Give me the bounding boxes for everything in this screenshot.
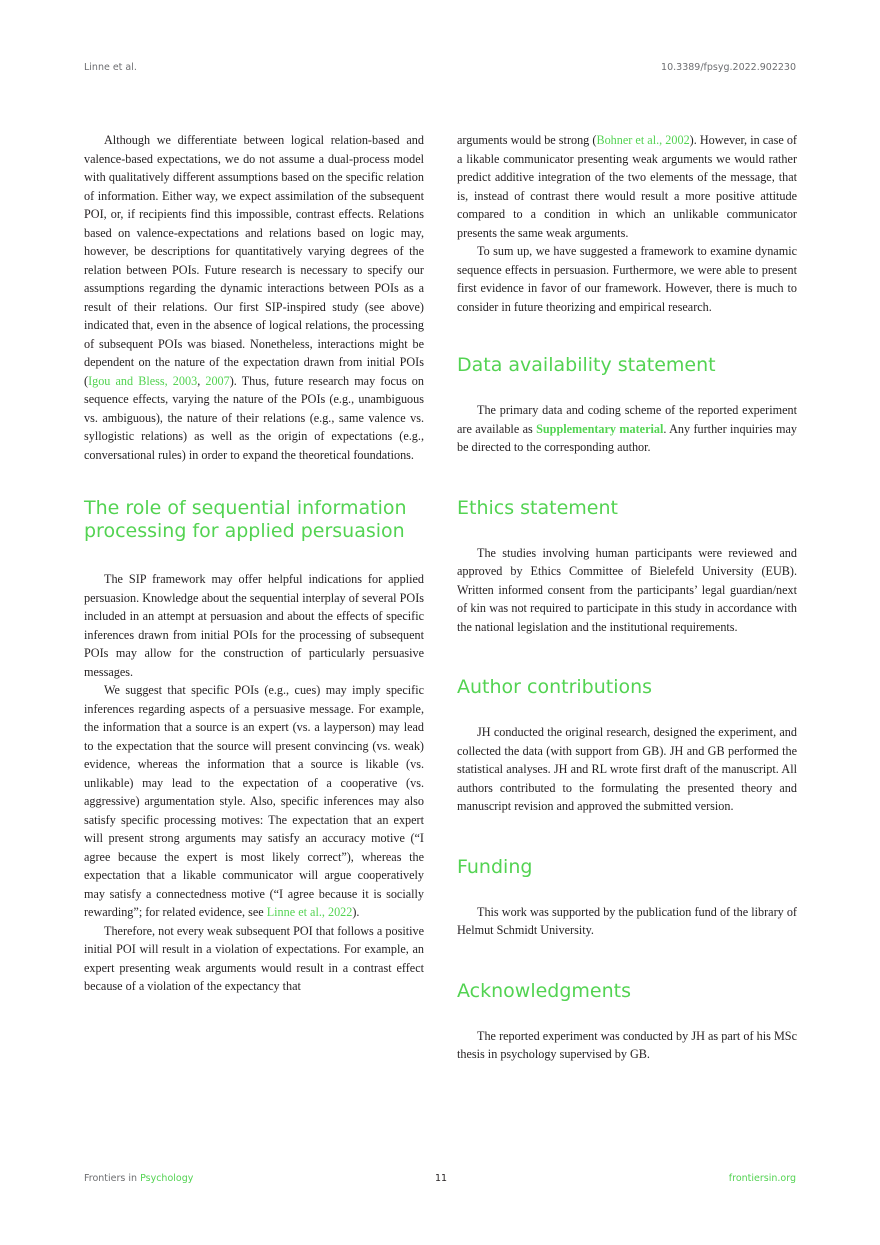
- paragraph-ethics: The studies involving human participants were reviewed and approved by Ethics Committee of Bielefeld University (EUB). Written informed consent from the participants’ legal guardian/next of kin was not required to participate in this study in accordance with the national legislation and the institutional requirements.: [457, 545, 797, 634]
- citation-linne[interactable]: Linne et al., 2022: [266, 905, 353, 919]
- supplementary-material-link[interactable]: Supplementary material: [536, 421, 664, 436]
- paragraph-acknowledgments: The reported experiment was conducted by JH as part of his MSc thesis in psychology supervised by GB.: [457, 1028, 797, 1061]
- footer-journal-name[interactable]: Psychology: [140, 1173, 194, 1184]
- section-heading-acknowledgments: Acknowledgments: [457, 979, 631, 1002]
- citation-2007[interactable]: 2007: [205, 373, 230, 388]
- paragraph-text: ). However, in case of a likable communicator presenting weak arguments we would rather predict additive integration of the two elements of the message, that is, instead of contrast there would result a more positive attitude compared to a condition in which an unlikable communicator presents the same weak arguments.: [457, 133, 797, 240]
- paragraph-text: . Any further inquiries may be directed to the corresponding author.: [457, 421, 797, 454]
- paragraph-text: ). Thus, future research may focus on sequence effects, varying the nature of the POIs (e.g., unambiguous vs. ambiguous), the nature of their relations (e.g., same valence vs. syllogistic relations) as well as the origin of expectations (e.g., conversational rules) in order to expand the theoretical foundations.: [84, 373, 424, 462]
- section-heading-ethics: Ethics statement: [457, 496, 618, 519]
- footer-journal-prefix: Frontiers in: [84, 1173, 141, 1184]
- paragraph-text: Although we differentiate between logical relation-based and valence-based expectations, we do not assume a dual-process model with qualitatively different assumptions based on the specific relation of information. Either way, we expect assimilation of the subsequent POI, or, if recipients find this impossible, contrast effects. Relations based on valence-expectations and relations based on logic may, however, be descriptions for quantitatively varying degrees of the relation between POIs. Future research is necessary to specify our assumptions regarding the dynamic interactions between POIs as a result of their relations. Our first SIP-inspired study (see above) indicated that, even in the absence of logical relations, the processing of subsequent POIs was biased. Nonetheless, interactions might be dependent on the nature of the expectation drawn from initial POIs (: [84, 133, 424, 388]
- paragraph-sip-framework: The SIP framework may offer helpful indications for applied persuasion. Knowledge about the sequential interplay of several POIs included in an attempt at persuasion and about the effects of specific inferences drawn from initial POIs for the processing of subsequent POIs may allow for the construction of particularly persuasive messages.: [84, 572, 424, 679]
- right-column: [457, 131, 797, 1064]
- section-heading-applied-persuasion: The role of sequential information processing for applied persuasion: [84, 497, 407, 542]
- running-header-authors: Linne et al.: [84, 62, 137, 73]
- citation-bohner[interactable]: Bohner et al., 2002: [596, 133, 690, 147]
- paragraph-dual-process: [84, 131, 424, 464]
- section-heading-data-availability: Data availability statement: [457, 354, 716, 376]
- paragraph-text: The primary data and coding scheme of the reported experiment are available as: [457, 403, 797, 436]
- footer-journal: [84, 1173, 193, 1184]
- left-column: [84, 131, 424, 996]
- paragraph-specific-pois: [84, 681, 424, 922]
- paragraph-text: arguments would be strong (: [457, 133, 597, 147]
- citation-igou-bless[interactable]: Igou and Bless, 2003: [88, 373, 198, 388]
- paragraph-text: We suggest that specific POIs (e.g., cues) may imply specific inferences regarding aspects of a persuasive message. For example, the information that a source is an expert (vs. a layperson) may lead to the expectation that the source will present convincing (vs. weak) evidence, whereas the information that a source is likable (vs. unlikable) may lead to the expectation of a cooperative (vs. aggressive) argumentation style. Also, specific inferences may also satisfy specific processing motives: The expectation that an expert will present strong arguments may satisfy an accuracy motive (“I agree because the expert is most likely correct”), whereas the expectation that a likable communicator will argue cooperatively may satisfy a connectedness motive (“I agree because it is socially rewarding”; for related evidence, see: [84, 683, 424, 919]
- footer-page-number: 11: [435, 1173, 448, 1184]
- paragraph-weak-poi: Therefore, not every weak subsequent POI that follows a positive initial POI will result in a violation of expectations. For example, an expert presenting weak arguments would result in a contrast effect because of a violation of the expectancy that: [84, 923, 424, 993]
- paragraph-author-contributions: JH conducted the original research, designed the experiment, and collected the data (with support from GB). JH and GB performed the statistical analyses. JH and RL wrote first draft of the manuscript. All authors contributed to the formulating the presented theory and manuscript revision and approved the submitted version.: [457, 725, 797, 813]
- section-heading-funding: Funding: [457, 855, 533, 878]
- paragraph-data-availability: [457, 401, 797, 457]
- paragraph-text: ).: [352, 905, 360, 919]
- footer-site-link[interactable]: frontiersin.org: [728, 1173, 796, 1184]
- running-header-doi: 10.3389/fpsyg.2022.902230: [661, 62, 796, 73]
- citation-separator: ,: [197, 373, 206, 388]
- paragraph-continued: [457, 131, 797, 242]
- paragraph-funding: This work was supported by the publication fund of the library of Helmut Schmidt University.: [457, 904, 797, 937]
- paragraph-sum-up: To sum up, we have suggested a framework to examine dynamic sequence effects in persuasion. Furthermore, we were able to present first evidence in favor of our framework. However, there is much to consider in future theorizing and empirical research.: [457, 244, 797, 314]
- section-heading-author-contributions: Author contributions: [457, 676, 653, 698]
